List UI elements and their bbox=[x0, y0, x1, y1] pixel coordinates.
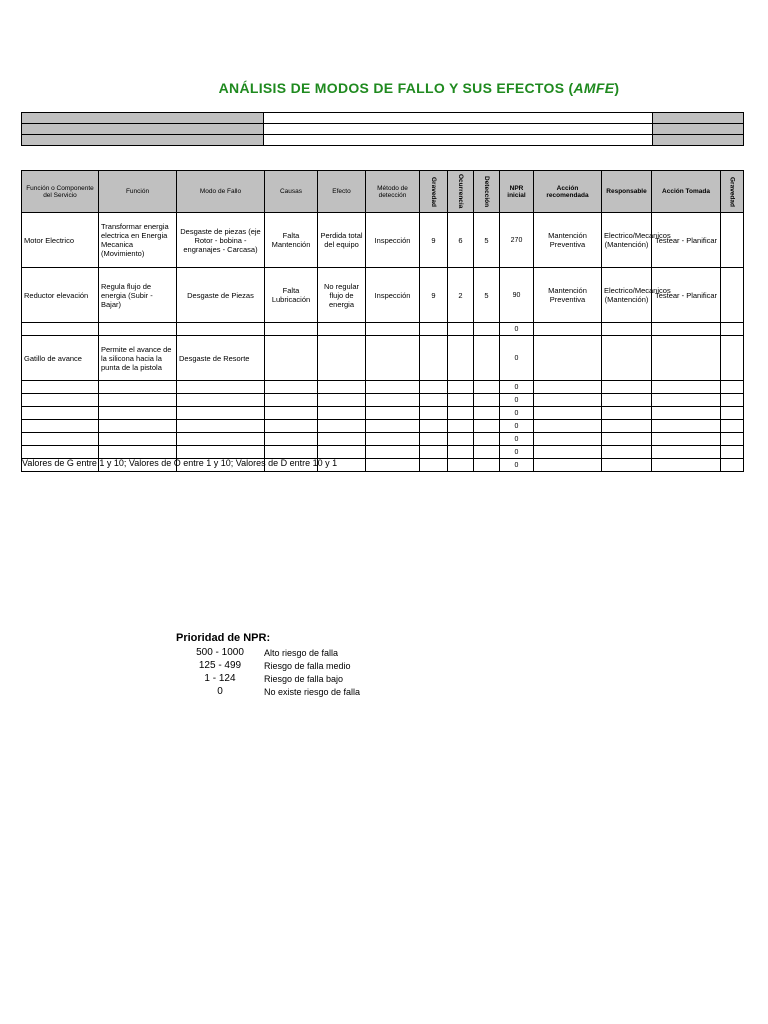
page-title: ANÁLISIS DE MODOS DE FALLO Y SUS EFECTOS (AMFE) bbox=[218, 80, 620, 96]
header-info-box bbox=[21, 112, 744, 146]
cell-action-taken: Testear - Planificar bbox=[652, 213, 721, 268]
cell-function: Permite el avance de la silicona hacia la punta de la pistola bbox=[99, 336, 177, 381]
table-row bbox=[22, 446, 744, 459]
col-header: Función o Componente del Servicio bbox=[22, 171, 99, 213]
priority-table bbox=[176, 646, 360, 698]
cell-npr: 0 bbox=[500, 459, 534, 472]
cell-npr: 0 bbox=[500, 394, 534, 407]
cell-responsible: Electrico/Mecanicos (Mantención) bbox=[602, 268, 652, 323]
cell-detection: 5 bbox=[474, 213, 500, 268]
col-header: Causas bbox=[265, 171, 318, 213]
values-note: Valores de G entre 1 y 10; Valores de O entre 1 y 10; Valores de D entre 10 y 1 bbox=[22, 458, 338, 468]
table-row bbox=[22, 213, 744, 268]
cell-function: Regula flujo de energia (Subir - Bajar) bbox=[99, 268, 177, 323]
cell-npr: 0 bbox=[500, 336, 534, 381]
cell-detection: 5 bbox=[474, 268, 500, 323]
table-header-row bbox=[22, 171, 744, 213]
cell-severity: 9 bbox=[420, 268, 448, 323]
col-header: NPR inicial bbox=[500, 171, 534, 213]
cell-action-taken: Testear - Planificar bbox=[652, 268, 721, 323]
cell-npr: 90 bbox=[500, 268, 534, 323]
col-header: Responsable bbox=[602, 171, 652, 213]
col-header: Detección bbox=[474, 171, 500, 213]
cell-effect: Perdida total del equipo bbox=[318, 213, 366, 268]
cell-component: Gatillo de avance bbox=[22, 336, 99, 381]
priority-heading: Prioridad de NPR: bbox=[176, 632, 271, 644]
cell-npr: 0 bbox=[500, 381, 534, 394]
col-header: Función bbox=[99, 171, 177, 213]
col-header: Efecto bbox=[318, 171, 366, 213]
table-row bbox=[22, 323, 744, 336]
cell-function: Transformar energia electrica en Energia Mecanica (Movimiento) bbox=[99, 213, 177, 268]
cell-responsible: Electrico/Mecanicos (Mantención) bbox=[602, 213, 652, 268]
cell-npr: 0 bbox=[500, 446, 534, 459]
npr-priority-legend bbox=[176, 632, 360, 698]
cell-component: Motor Electrico bbox=[22, 213, 99, 268]
col-header: Ocurrencia bbox=[448, 171, 474, 213]
col-header: Acción Tomada bbox=[652, 171, 721, 213]
cell-recommended-action: Mantención Preventiva bbox=[534, 213, 602, 268]
col-header: Acción recomendada bbox=[534, 171, 602, 213]
cell-npr: 0 bbox=[500, 433, 534, 446]
priority-row: 0 No existe riesgo de falla bbox=[217, 686, 361, 697]
cell-failure-mode: Desgaste de Resorte bbox=[177, 336, 265, 381]
cell-npr: 0 bbox=[500, 420, 534, 433]
cell-cause: Falta Lubricación bbox=[265, 268, 318, 323]
table-row bbox=[22, 407, 744, 420]
table-row bbox=[22, 394, 744, 407]
table-row bbox=[22, 420, 744, 433]
cell-npr: 270 bbox=[500, 213, 534, 268]
table-row bbox=[22, 268, 744, 323]
cell-npr: 0 bbox=[500, 407, 534, 420]
col-header: Gravedad bbox=[721, 171, 744, 213]
col-header: Gravedad bbox=[420, 171, 448, 213]
table-row bbox=[22, 336, 744, 381]
amfe-table bbox=[21, 170, 744, 472]
cell-detection-method: Inspección bbox=[366, 268, 420, 323]
priority-row: 125 - 499 Riesgo de falla medio bbox=[198, 660, 351, 671]
cell-component: Reductor elevación bbox=[22, 268, 99, 323]
cell-recommended-action: Mantención Preventiva bbox=[534, 268, 602, 323]
cell-npr: 0 bbox=[500, 323, 534, 336]
col-header: Método de detección bbox=[366, 171, 420, 213]
table-row bbox=[22, 433, 744, 446]
cell-effect: No regular flujo de energia bbox=[318, 268, 366, 323]
col-header: Modo de Fallo bbox=[177, 171, 265, 213]
cell-occurrence: 6 bbox=[448, 213, 474, 268]
cell-failure-mode: Desgaste de piezas (eje Rotor - bobina - engranajes - Carcasa) bbox=[177, 213, 265, 268]
cell-severity: 9 bbox=[420, 213, 448, 268]
cell-occurrence: 2 bbox=[448, 268, 474, 323]
table-row bbox=[22, 381, 744, 394]
priority-row: 1 - 124 Riesgo de falla bajo bbox=[204, 673, 344, 684]
cell-detection-method: Inspección bbox=[366, 213, 420, 268]
cell-cause: Falta Mantención bbox=[265, 213, 318, 268]
cell-failure-mode: Desgaste de Piezas bbox=[177, 268, 265, 323]
priority-row: 500 - 1000 Alto riesgo de falla bbox=[196, 647, 339, 658]
